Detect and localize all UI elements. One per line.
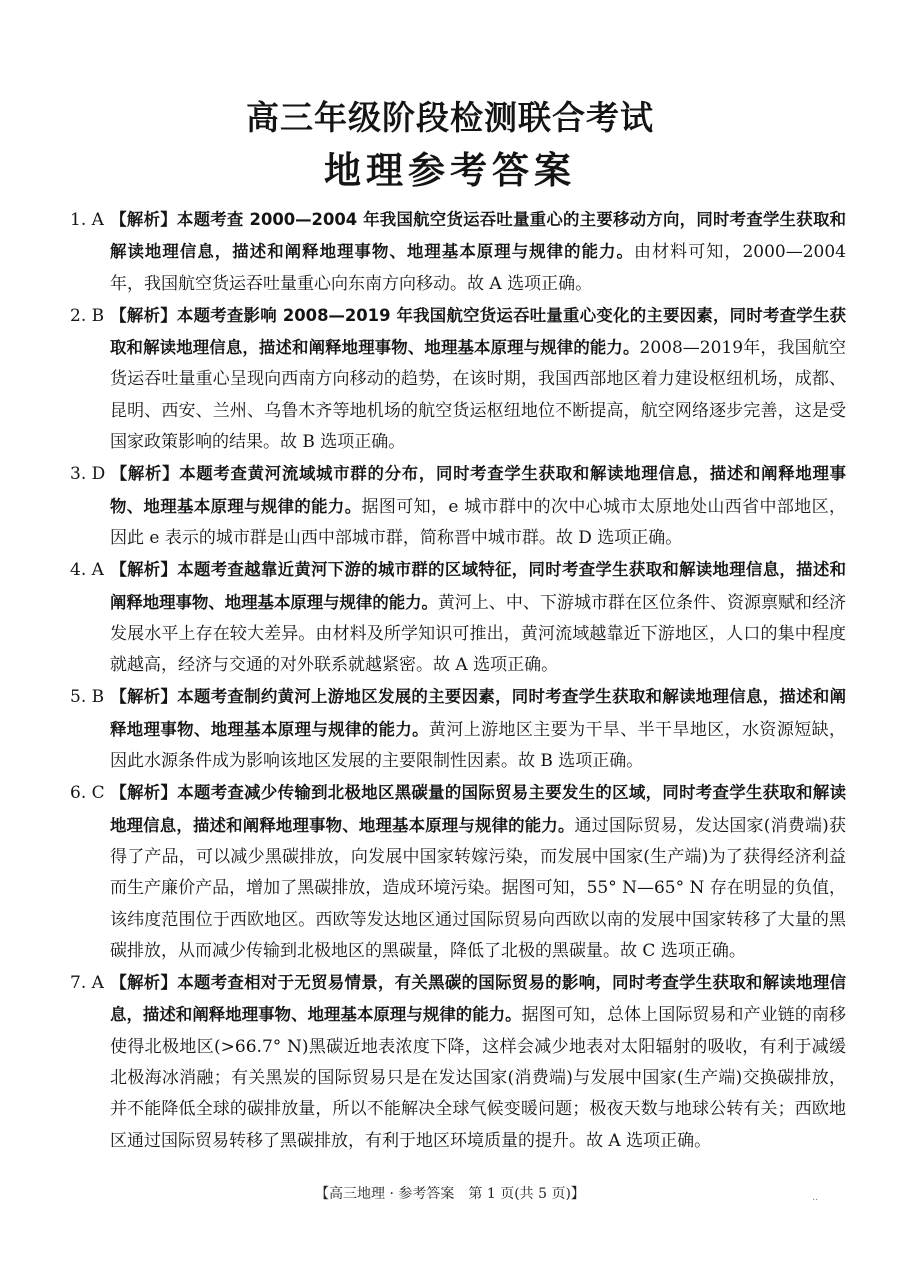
answer-label: 5. B [70, 687, 105, 708]
answer-label: 7. A [70, 973, 104, 994]
answer-list [70, 204, 846, 1157]
answer-item-6 [70, 777, 846, 967]
analysis-detail: 由材料可知，2000—2004 年，我国航空货运吞吐量重心向东南方向移动。故 A 选项正确。 [110, 242, 847, 294]
analysis-detail: 据图可知，e 城市群中的次中心城市太原地处山西省中部地区，因此 e 表示的城市群是山西中部城市群，简称晋中城市群。故 D 选项正确。 [110, 496, 847, 548]
analysis-focus: 本题考查黄河流域城市群的分布，同时考查学生获取和解读地理信息，描述和阐释地理事物、地理基本原理与规律的能力。 [110, 464, 847, 516]
answer-item-7 [70, 967, 846, 1157]
answer-label: 1. A [70, 210, 104, 230]
analysis-focus: 本题考查相对于无贸易情景，有关黑碳的国际贸易的影响，同时考查学生获取和解读地理信息，描述和阐释地理事物、地理基本原理与规律的能力。 [110, 973, 847, 1025]
analysis-detail: 黄河上、中、下游城市群在区位条件、资源禀赋和经济发展水平上存在较大差异。由材料及所学知识可推出，黄河流域越靠近下游地区，人口的集中程度就越高，经济与交通的对外联系就越紧密。故 A 选项正确。 [110, 592, 847, 676]
answer-label: 4. A [70, 560, 104, 581]
analysis-detail: 据图可知，总体上国际贸易和产业链的南移使得北极地区(>66.7° N)黑碳近地表浓度下降，这样会减少地表对太阳辐射的吸收，有利于减缓北极海冰消融；有关黑炭的国际贸易只是在发达国家(消费端)与发展中国家(生产端)交换碳排放，并不能降低全球的碳排放量，所以不能解决全球气候变暖问题；极夜天数与地球公转有关；西欧地区通过国际贸易转移了黑碳排放，有利于地区环境质量的提升。故 A 选项正确。 [110, 1005, 847, 1151]
analysis-tag: 【解析】 [110, 560, 178, 580]
analysis-tag: 【解析】 [110, 783, 178, 803]
answer-item-4 [70, 554, 846, 681]
answer-item-5 [70, 681, 846, 777]
answer-item-3 [70, 458, 846, 554]
analysis-tag: 【解析】 [110, 687, 178, 707]
answer-label: 2. B [70, 305, 105, 326]
analysis-detail: 2008—2019年，我国航空货运吞吐量重心呈现向西南方向移动的趋势，在该时期，我国西部地区着力建设枢纽机场，成都、昆明、西安、兰州、乌鲁木齐等地机场的航空货运枢纽地位不断提高，航空网络逐步完善，这是受国家政策影响的结果。故 B 选项正确。 [110, 338, 847, 453]
analysis-tag: 【解析】 [110, 464, 180, 484]
analysis-tag: 【解析】 [110, 210, 177, 229]
analysis-focus: 本题考查制约黄河上游地区发展的主要因素，同时考查学生获取和解读地理信息，描述和阐释地理事物、地理基本原理与规律的能力。 [110, 687, 847, 739]
corner-mark: .. [812, 1193, 818, 1203]
answer-key-title: 地理参考答案 [324, 149, 576, 192]
answer-item-2 [70, 300, 846, 458]
analysis-tag: 【解析】 [110, 305, 177, 325]
analysis-focus: 本题考查 2000—2004 年我国航空货运吞吐量重心的主要移动方向，同时考查学生获取和解读地理信息，描述和阐释地理事物、地理基本原理与规律的能力。 [110, 210, 847, 262]
analysis-tag: 【解析】 [110, 973, 178, 993]
answer-item-1 [70, 204, 846, 300]
page-footer: 【高三地理 · 参考答案 第 1 页(共 5 页)】 [315, 1186, 585, 1202]
answer-label: 3. D [70, 464, 106, 485]
analysis-detail: 通过国际贸易，发达国家(消费端)获得了产品，可以减少黑碳排放，向发展中国家转嫁污染，而发展中国家(生产端)为了获得经济利益而生产廉价产品，增加了黑碳排放，造成环境污染。据图可知，55° N—65° N 存在明显的负值，该纬度范围位于西欧地区。西欧等发达地区通过国际贸易向西欧以南的发展中国家转移了大量的黑碳排放，从而减少传输到北极地区的黑碳量，降低了北极的黑碳量。故 C 选项正确。 [110, 815, 847, 961]
analysis-focus: 本题考查影响 2008—2019 年我国航空货运吞吐量重心变化的主要因素，同时考查学生获取和解读地理信息，描述和阐释地理事物、地理基本原理与规律的能力。 [110, 305, 847, 358]
analysis-detail: 黄河上游地区主要为干旱、半干旱地区，水资源短缺，因此水源条件成为影响该地区发展的主要限制性因素。故 B 选项正确。 [110, 719, 846, 772]
exam-title: 高三年级阶段检测联合考试 [246, 98, 654, 137]
answer-label: 6. C [70, 783, 105, 804]
analysis-focus: 本题考查越靠近黄河下游的城市群的区域特征，同时考查学生获取和解读地理信息，描述和阐释地理事物、地理基本原理与规律的能力。 [110, 560, 847, 612]
analysis-focus: 本题考查减少传输到北极地区黑碳量的国际贸易主要发生的区域，同时考查学生获取和解读地理信息，描述和阐释地理事物、地理基本原理与规律的能力。 [110, 783, 847, 835]
